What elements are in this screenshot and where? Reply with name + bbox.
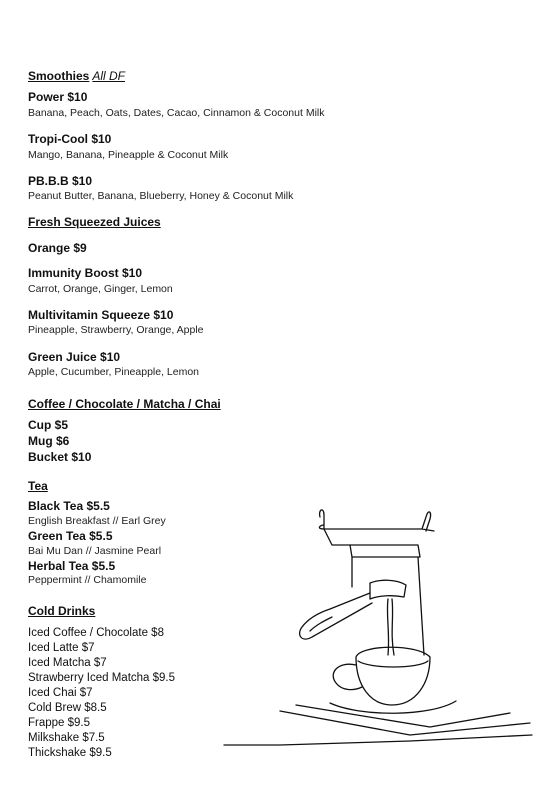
section-title-cold-drinks: Cold Drinks <box>28 604 96 618</box>
section-title-tea: Tea <box>28 479 48 493</box>
menu-item-name: PB.B.B $10 <box>28 174 93 188</box>
menu-item-name: Orange $9 <box>28 241 87 255</box>
menu-item-desc: Bai Mu Dan // Jasmine Pearl <box>28 545 162 557</box>
menu-item-name: Cold Brew $8.5 <box>28 702 107 714</box>
menu-item-name: Black Tea $5.5 <box>28 499 110 513</box>
menu-item-name: Mug $6 <box>28 434 70 448</box>
menu-item-name: Bucket $10 <box>28 450 92 464</box>
menu-item-name: Power $10 <box>28 90 88 104</box>
section-title-juices: Fresh Squeezed Juices <box>28 215 161 229</box>
section-note: All DF <box>92 69 126 83</box>
section-title-smoothies <box>28 69 125 83</box>
menu-item-desc: Peanut Butter, Banana, Blueberry, Honey & Coconut Milk <box>28 190 294 202</box>
menu-item-name: Multivitamin Squeeze $10 <box>28 308 174 322</box>
menu-item-desc: Pineapple, Strawberry, Orange, Apple <box>28 324 204 336</box>
espresso-machine-line-art-icon <box>220 505 540 755</box>
section-title-coffee: Coffee / Chocolate / Matcha / Chai <box>28 397 221 411</box>
menu-item-name: Herbal Tea $5.5 <box>28 559 116 573</box>
menu-item-name: Iced Chai $7 <box>28 687 93 699</box>
menu-item-name: Milkshake $7.5 <box>28 732 105 744</box>
menu-item-name: Immunity Boost $10 <box>28 266 143 280</box>
menu-item-name: Strawberry Iced Matcha $9.5 <box>28 672 176 684</box>
menu-item-desc: Mango, Banana, Pineapple & Coconut Milk <box>28 149 229 161</box>
menu-item-name: Iced Latte $7 <box>28 642 95 654</box>
menu-item-desc: Peppermint // Chamomile <box>28 574 147 586</box>
menu-item-name: Tropi-Cool $10 <box>28 132 112 146</box>
menu-item-desc: Carrot, Orange, Ginger, Lemon <box>28 283 173 295</box>
menu-item-name: Cup $5 <box>28 418 69 432</box>
menu-item-name: Iced Coffee / Chocolate $8 <box>28 627 164 639</box>
menu-item-desc: English Breakfast // Earl Grey <box>28 515 166 527</box>
menu-item-desc: Apple, Cucumber, Pineapple, Lemon <box>28 366 200 378</box>
menu-item-name: Green Juice $10 <box>28 350 121 364</box>
menu-item-name: Iced Matcha $7 <box>28 657 107 669</box>
menu-item-name: Green Tea $5.5 <box>28 529 113 543</box>
menu-item-desc: Banana, Peach, Oats, Dates, Cacao, Cinnamon & Coconut Milk <box>28 107 325 119</box>
section-title-text: Smoothies <box>28 69 90 83</box>
menu-item-name: Thickshake $9.5 <box>28 747 112 759</box>
menu-item-name: Frappe $9.5 <box>28 717 91 729</box>
